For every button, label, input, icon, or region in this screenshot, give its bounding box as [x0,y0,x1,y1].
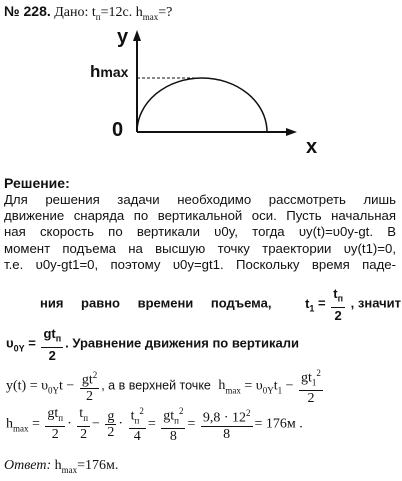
solution-paragraph [4,192,396,273]
solution-line: т.е. υ0y-gt1=0, поэтому υ0y=gt1. Поскольку время паде- [4,256,396,272]
answer-label: Ответ: [4,458,52,473]
solution-heading: Решение: [4,175,70,191]
y-axis-arrow [133,30,141,41]
problem-number: № 228. [4,3,51,19]
origin-label: 0 [112,119,124,141]
x-axis-arrow [286,128,297,136]
equation-line-6: ния равно времени подъема, $t_1$ = $\frac{t_п}{2}$ , значит [40,286,402,323]
solution-line: Для решения задачи необходимо рассмотреть лишь [4,192,396,207]
equation-motion: $y(t) = \upsilon_{0Y}t$ − $\frac{gt^2}{2}$ , а в верхней точке $h_{max} = \upsilon_{0Y}t_1$ − $\frac{gt_1^2}{2}$ [6,368,321,407]
trajectory-svg [100,24,330,164]
given-label: Дано: t [54,5,96,20]
answer-line: Ответ: $h_{max}=176м$. [4,458,119,475]
trajectory-curve [137,78,267,132]
y-axis-label: y [117,26,129,48]
x-axis-label: x [306,136,318,158]
problem-header: № 228. Дано: $t_п=12c$. $h_{max}=$? [4,3,173,22]
hmax-label: hmax [90,62,129,81]
solution-line: ная скорость по вертикали υ0y, тогда υy(t)=υ0y-gt. В [4,224,396,240]
solution-line: движение снаряда по вертикальной оси. Пусть начальная [4,208,396,224]
equation-hmax: $h_{max}$ = $\frac{gt_п}{2}$ · $\frac{t_п}{2}$ − $\frac{g}{2}$ · $\frac{t_п^2}{4}$ = $\frac{gt_п^2}{8}$ = $\frac{9,8 \cdot 12^2}{8}$ = 176м . [6,406,303,445]
trajectory-diagram [90,24,330,169]
solution-line: момент подъема на высшую точку траектории υy(t1)=0, [4,240,396,256]
equation-v0y: $\upsilon_{0Y}$ = $\frac{gt_п}{2}$ . Уравнение движения по вертикали [6,326,300,363]
